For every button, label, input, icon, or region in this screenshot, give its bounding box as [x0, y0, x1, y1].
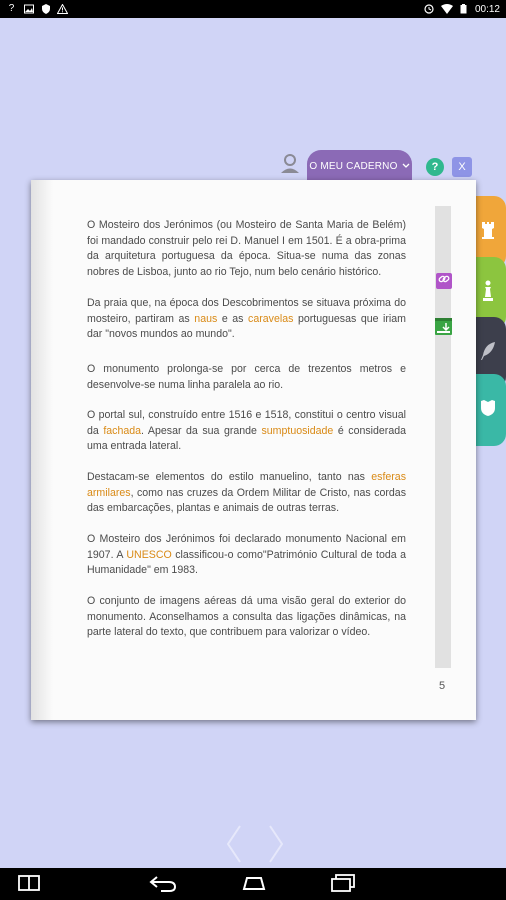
clock: 00:12 — [474, 3, 500, 15]
text-run: Destacam-se elementos do estilo manuelino, tanto nas — [87, 471, 372, 483]
paragraph-3: O monumento prolonga-se por cerca de trezentos metros e desenvolve-se numa linha paralela ao rio. — [87, 363, 406, 391]
shield-icon — [40, 4, 51, 14]
status-left-icons — [6, 4, 68, 14]
shield-crest-icon — [480, 399, 496, 422]
media-button[interactable] — [435, 318, 452, 335]
text-run: é considerada uma entrada lateral. — [87, 424, 406, 452]
user-icon[interactable] — [279, 152, 301, 174]
book-page — [31, 180, 476, 720]
help-button[interactable]: ? — [426, 158, 444, 176]
keyword-naus[interactable]: naus — [194, 312, 218, 325]
download-icon — [435, 322, 452, 339]
notebook-tab[interactable] — [307, 150, 412, 182]
text-run: e as — [217, 312, 249, 325]
notebook-tab-label: O MEU CADERNO — [309, 160, 398, 172]
keyword-sumptuosidade[interactable]: sumptuosidade — [261, 424, 334, 437]
text-run: . Apesar da sua grande — [141, 424, 262, 437]
sync-icon — [424, 4, 435, 14]
text-run: Da praia que, na época dos Descobrimentos se situava próxima do mosteiro, partiram as — [87, 297, 406, 325]
status-bar — [0, 0, 506, 18]
paragraph-5 — [87, 470, 406, 532]
keyword-unesco[interactable]: UNESCO — [126, 548, 172, 561]
text-run: O portal sul, construído entre 1516 e 1518, constitui o centro visual da — [87, 409, 406, 437]
paragraph-4 — [87, 408, 406, 470]
page-navigation — [224, 824, 286, 864]
keyword-esferas-armilares[interactable]: esferas armilares — [87, 471, 406, 499]
system-navigation-bar — [0, 868, 506, 900]
recent-apps-icon[interactable] — [330, 874, 356, 897]
chess-piece-icon — [481, 280, 495, 307]
status-right-icons — [424, 4, 500, 15]
battery-icon — [458, 4, 469, 14]
feather-icon — [479, 341, 497, 366]
dynamic-link-button[interactable] — [436, 273, 452, 289]
home-icon[interactable] — [239, 874, 269, 897]
keyword-caravelas[interactable]: caravelas — [248, 312, 294, 325]
castle-icon — [481, 221, 495, 244]
back-icon[interactable] — [149, 874, 177, 897]
wifi-icon — [441, 4, 452, 14]
page-fold-shadow — [31, 180, 53, 720]
wifi-question-icon: ? — [8, 3, 15, 14]
link-icon — [438, 272, 450, 290]
paragraph-1: O Mosteiro dos Jerónimos (ou Mosteiro de Santa Maria de Belém) foi mandado construir pelo rei D. Manuel I em 1501. É a obra-prima da arquitetura portuguesa da época. Situa-se numa das zonas nobres de Lisboa, junto ao rio Tejo, num belo cenário histórico. — [87, 219, 406, 278]
next-page-arrow-icon[interactable] — [270, 826, 282, 862]
text-run: , como nas cruzes da Ordem Militar de Cristo, nas cordas das embarcações, plantas e animais de outras terras. — [87, 486, 406, 514]
page-text — [87, 218, 406, 641]
chevron-down-icon — [402, 161, 410, 172]
paragraph-7: O conjunto de imagens aéreas dá uma visão geral do exterior do monumento. Aconselhamos a consulta das ligações dinâmicas, na parte lateral do texto, que contribuem para valorizar o vídeo. — [87, 595, 406, 638]
page-number: 5 — [439, 680, 446, 692]
close-button[interactable]: X — [452, 157, 472, 177]
paragraph-2 — [87, 296, 406, 362]
warning-icon — [57, 4, 68, 14]
keyword-fachada[interactable]: fachada — [103, 424, 142, 437]
text-run: classificou-o como"Património Cultural de toda a Humanidade" em 1983. — [87, 548, 407, 576]
image-icon — [23, 4, 34, 14]
paragraph-6 — [87, 532, 406, 594]
split-screen-icon[interactable] — [18, 874, 40, 897]
text-run: O Mosteiro dos Jerónimos foi declarado monumento Nacional em 1907. A — [87, 533, 406, 561]
previous-page-arrow-icon[interactable] — [228, 826, 240, 862]
text-run: portuguesas que iriam dar "novos mundos ao mundo". — [87, 312, 407, 340]
